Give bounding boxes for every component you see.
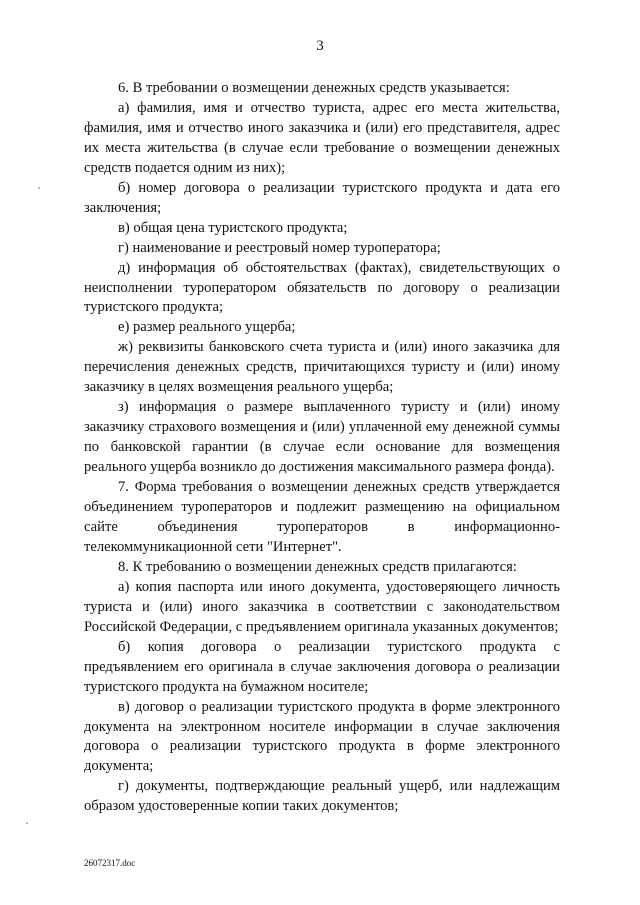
paragraph-8b: б) копия договора о реализации туристского продукта с предъявлением его оригинала в случае заключения договора о реализации туристского продукта на бумажном носителе;: [84, 638, 560, 695]
scan-speck: [38, 187, 40, 189]
paragraph-6e: е) размер реального ущерба;: [118, 319, 296, 336]
paragraph-6b: б) номер договора о реализации туристского продукта и дата его заключения;: [84, 179, 560, 216]
paragraph-7: 7. Форма требования о возмещении денежных средств утверждается объединением туроператоров и подлежит размещению на официальном сайте объединения туроператоров в информационно-телекоммуникационной сети "Интернет".: [84, 479, 560, 555]
page-number: 3: [316, 38, 324, 54]
paragraph-6v: в) общая цена туристского продукта;: [118, 219, 348, 236]
paragraph-6z: з) информация о размере выплаченного туристу и (или) иному заказчику страхового возмещения и (или) уплаченной ему денежной суммы по банковской гарантии (в случае если основание для возмещения реального ущерба возникло до достижения максимального размера фонда).: [84, 399, 560, 476]
footer-doc-code: 26072317.doc: [84, 858, 136, 868]
scan-speck: [26, 822, 28, 824]
document-body: [84, 79, 560, 817]
paragraph-8v: в) договор о реализации туристского продукта в форме электронного документа на электронном носителе информации в случае заключения договора о реализации туристского продукта в форме электронного документа;: [84, 698, 560, 775]
paragraph-6: 6. В требовании о возмещении денежных средств указывается:: [118, 80, 510, 96]
paragraph-8: 8. К требованию о возмещении денежных средств прилагаются:: [118, 558, 517, 575]
paragraph-6zh: ж) реквизиты банковского счета туриста и (или) иного заказчика для перечисления денежных средств, причитающихся туристу и (или) иному заказчику в целях возмещения реального ущерба;: [84, 339, 560, 396]
paragraph-8g: г) документы, подтверждающие реальный ущерб, или надлежащим образом удостоверенные копии таких документов;: [84, 778, 560, 815]
paragraph-8a: а) копия паспорта или иного документа, удостоверяющего личность туриста и (или) иного заказчика в соответствии с законодательством Российской Федерации, с предъявлением оригинала указанных документов;: [84, 578, 560, 635]
paragraph-6d: д) информация об обстоятельствах (фактах), свидетельствующих о неисполнении туроператором обязательств по договору о реализации туристского продукта;: [84, 259, 560, 316]
paragraph-6g: г) наименование и реестровый номер туроператора;: [118, 239, 441, 256]
paragraph-6a: а) фамилия, имя и отчество туриста, адрес его места жительства, фамилия, имя и отчество иного заказчика и (или) его представителя, адрес их места жительства (в случае если требование о возмещении денежных средств подается одним из них);: [84, 99, 560, 176]
